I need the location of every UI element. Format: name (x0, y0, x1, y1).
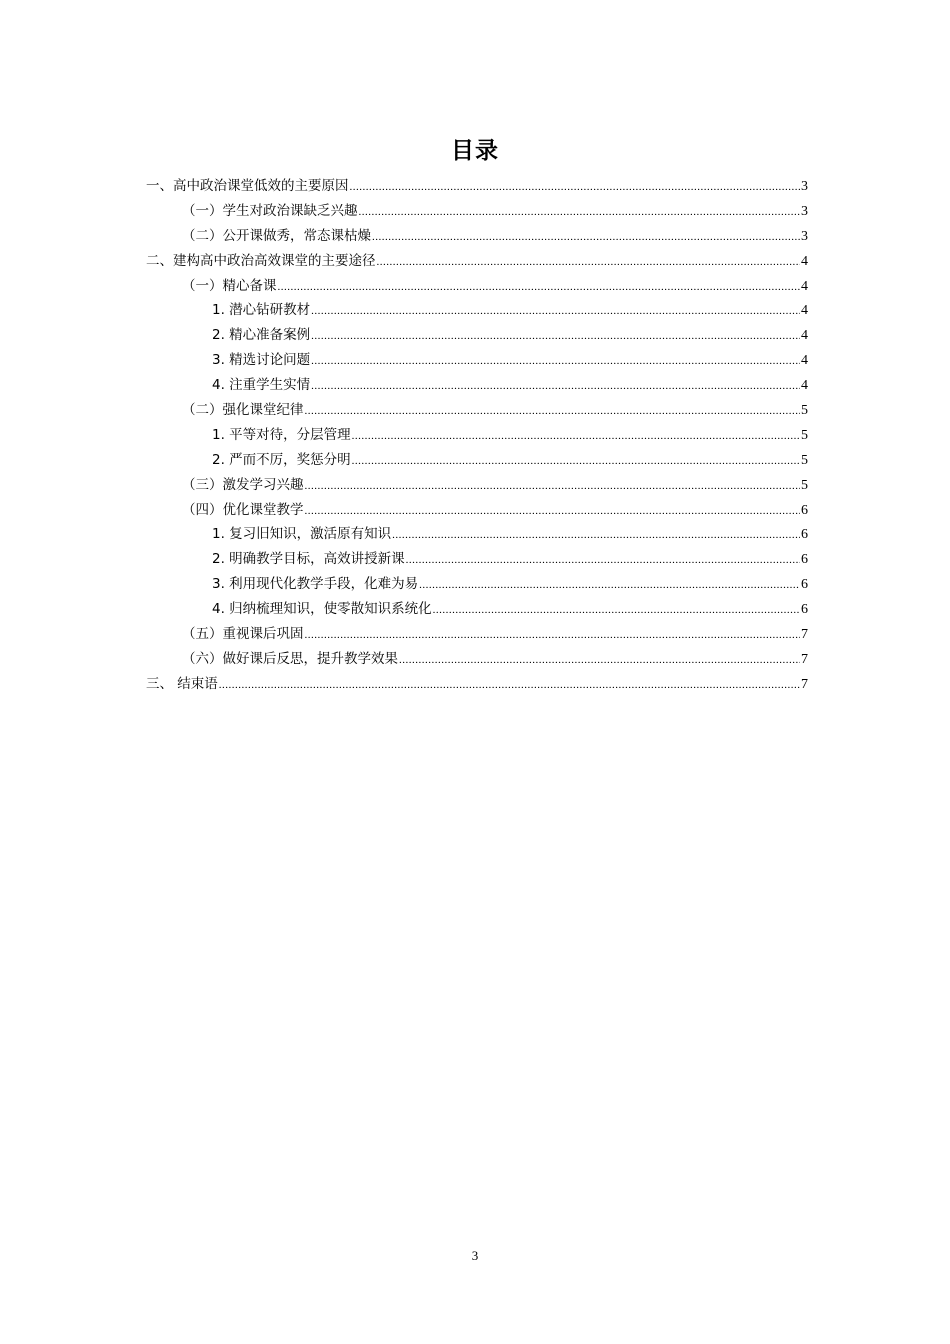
toc-entry-page: 3 (801, 179, 808, 194)
toc-dot-leader (311, 299, 800, 324)
toc-entry-text: 三、 结束语 (146, 675, 218, 692)
toc-dot-leader (392, 523, 800, 548)
toc-dot-leader (311, 374, 800, 399)
page-number: 3 (471, 1248, 479, 1263)
toc-entry[interactable] (146, 473, 808, 498)
toc-dot-leader (219, 673, 800, 698)
toc-entry[interactable] (146, 224, 808, 249)
toc-dot-leader (359, 200, 801, 225)
toc-entry[interactable] (146, 274, 808, 299)
toc-entry-page: 4 (801, 253, 808, 269)
toc-entry-page: 6 (801, 577, 808, 593)
toc-entry-page: 4 (801, 328, 808, 344)
toc-entry-page: 6 (801, 502, 808, 518)
toc-entry-text: 3. 利用现代化教学手段，化难为易 (212, 576, 419, 593)
toc-dot-leader (377, 250, 801, 275)
toc-entry-text: （二）强化课堂纪律 (182, 402, 304, 419)
toc-entry-text: 一、高中政治课堂低效的主要原因 (146, 178, 349, 194)
toc-entry-text: （四）优化课堂教学 (182, 501, 304, 518)
toc-entry-page: 6 (801, 552, 808, 568)
toc-entry-page: 3 (801, 228, 808, 244)
toc-entry-page: 5 (801, 427, 808, 443)
toc-dot-leader (372, 225, 800, 250)
toc-entry[interactable] (146, 398, 808, 423)
toc-dot-leader (350, 175, 801, 200)
table-of-contents (146, 174, 808, 697)
toc-entry[interactable] (146, 448, 808, 473)
toc-entry[interactable] (146, 249, 808, 274)
toc-entry-text: （一）精心备课 (182, 277, 277, 294)
toc-entry-text: 2. 精心准备案例 (212, 327, 311, 344)
toc-entry[interactable] (146, 522, 808, 547)
toc-dot-leader (311, 324, 800, 349)
toc-entry-text: （三）激发学习兴趣 (182, 476, 304, 493)
toc-dot-leader (305, 399, 801, 424)
toc-entry-text: 3. 精选讨论问题 (212, 352, 311, 369)
toc-entry[interactable] (146, 174, 808, 199)
toc-dot-leader (406, 548, 800, 573)
toc-dot-leader (352, 424, 800, 449)
toc-entry-page: 4 (801, 378, 808, 394)
toc-entry-page: 4 (801, 278, 808, 294)
toc-entry-text: 二、建构高中政治高效课堂的主要途径 (146, 252, 376, 269)
toc-entry-text: （一）学生对政治课缺乏兴趣 (182, 202, 358, 219)
toc-entry-text: 4. 归纳梳理知识，使零散知识系统化 (212, 601, 432, 618)
toc-entry-text: 1. 潜心钻研教材 (212, 302, 311, 319)
toc-dot-leader (278, 275, 801, 300)
toc-entry[interactable] (146, 622, 808, 647)
toc-entry-text: 4. 注重学生实情 (212, 377, 311, 394)
toc-entry[interactable] (146, 423, 808, 448)
toc-entry-text: 1. 平等对待，分层管理 (212, 426, 351, 443)
toc-entry[interactable] (146, 597, 808, 622)
toc-entry-page: 7 (801, 676, 808, 692)
toc-entry-text: 2. 明确教学目标，高效讲授新课 (212, 551, 405, 568)
toc-entry-page: 7 (801, 651, 808, 667)
toc-entry-page: 6 (801, 602, 808, 618)
toc-entry-text: 1. 复习旧知识，激活原有知识 (212, 526, 392, 543)
toc-entry[interactable] (146, 373, 808, 398)
toc-dot-leader (305, 499, 801, 524)
toc-entry[interactable] (146, 498, 808, 523)
toc-entry-page: 5 (801, 403, 808, 419)
toc-entry-page: 6 (801, 527, 808, 543)
toc-entry[interactable] (146, 672, 808, 697)
toc-entry[interactable] (146, 323, 808, 348)
toc-entry[interactable] (146, 647, 808, 672)
toc-dot-leader (305, 623, 801, 648)
toc-dot-leader (399, 648, 800, 673)
toc-entry[interactable] (146, 572, 808, 597)
toc-entry-text: （六）做好课后反思，提升教学效果 (182, 650, 398, 667)
toc-entry-text: 2. 严而不厉，奖惩分明 (212, 451, 351, 468)
toc-dot-leader (433, 598, 800, 623)
toc-dot-leader (305, 474, 801, 499)
toc-title: 目录 (451, 138, 499, 164)
toc-entry-page: 3 (801, 203, 808, 219)
toc-entry-page: 5 (801, 452, 808, 468)
toc-entry[interactable] (146, 199, 808, 224)
toc-entry-page: 4 (801, 303, 808, 319)
toc-entry[interactable] (146, 348, 808, 373)
toc-dot-leader (419, 573, 800, 598)
toc-entry-text: （五）重视课后巩固 (182, 626, 304, 643)
toc-entry[interactable] (146, 547, 808, 572)
toc-entry-text: （二）公开课做秀，常态课枯燥 (182, 227, 371, 244)
toc-entry-page: 5 (801, 477, 808, 493)
toc-dot-leader (311, 349, 800, 374)
toc-entry[interactable] (146, 298, 808, 323)
toc-dot-leader (352, 449, 800, 474)
toc-entry-page: 7 (801, 627, 808, 643)
toc-entry-page: 4 (801, 353, 808, 369)
